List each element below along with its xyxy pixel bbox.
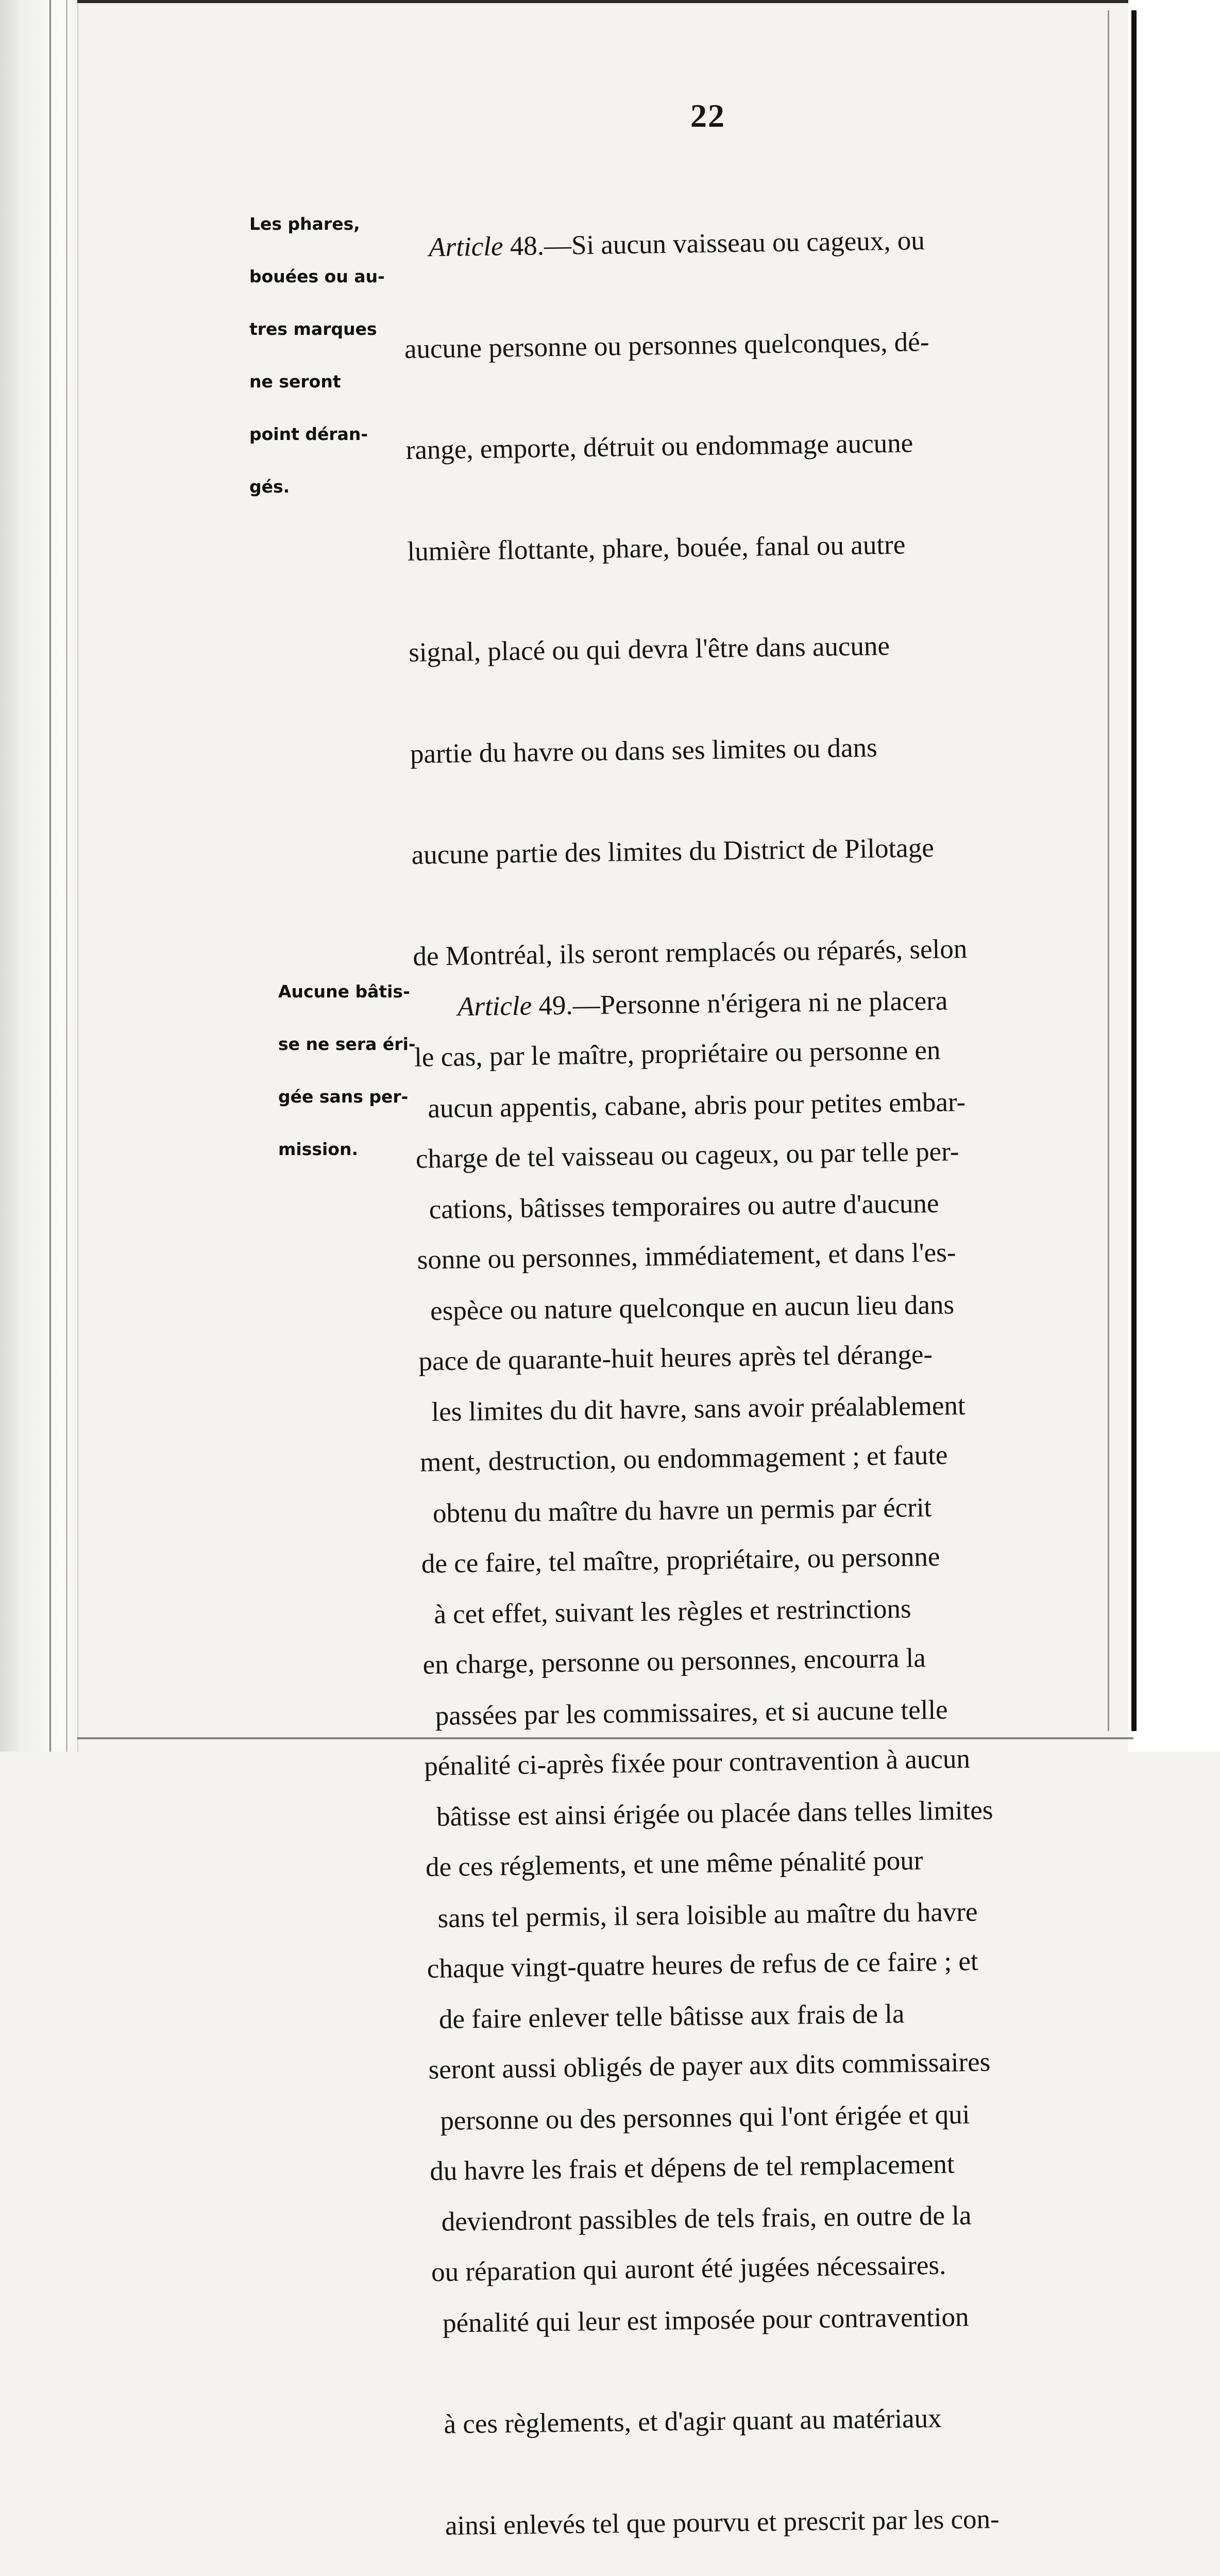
article-48-line: lumière flottante, phare, bouée, fanal ou autre — [407, 529, 906, 567]
article-48-line: sonne ou personnes, immédiatement, et dans l'es- — [417, 1238, 956, 1275]
article-49-line: à cet effet, suivant les règles et restrinctions — [434, 1594, 911, 1630]
margin-note-line: mission. — [278, 1139, 358, 1159]
article-48-line: range, emporte, détruit ou endommage aucune — [405, 428, 913, 465]
article-48-line: de ce faire, tel maître, propriétaire, ou personne — [421, 1541, 940, 1579]
article-48-line: en charge, personne ou personnes, encourra la — [422, 1643, 926, 1680]
article-49-line: ainsi enlevés tel que pourvu et prescrit par les con- — [445, 2504, 1000, 2541]
article-49-line: les limites du dit havre, sans avoir préalablement — [431, 1391, 966, 1427]
article-49 — [426, 917, 1003, 2576]
margin-note-line: bouées ou au- — [249, 266, 385, 286]
article-49-line: passées par les commissaires, et si aucune telle — [435, 1694, 948, 1731]
scan-right-line — [1108, 10, 1109, 1731]
article-48-line: charge de tel vaisseau ou cageux, ou par telle per- — [415, 1136, 959, 1174]
article-48-line: seront aussi obligés de payer aux dits commissaires — [428, 2047, 991, 2085]
article-49-line: obtenu du maître du havre un permis par écrit — [432, 1492, 932, 1529]
article-48-line: de Montréal, ils seront remplacés ou réparés, selon — [413, 934, 968, 972]
article-49-line: deviendront passibles de tels frais, en outre de la — [441, 2200, 972, 2237]
article-48-line: ou réparation qui auront été jugées nécessaires. — [431, 2250, 946, 2287]
margin-note-line: se ne sera éri- — [278, 1034, 416, 1054]
scan-edge-line — [66, 0, 67, 1752]
article-49-line: espèce ou nature quelconque en aucun lieu dans — [430, 1290, 955, 1326]
article-48-line: aucune personne ou personnes quelconques, dé- — [404, 327, 929, 364]
margin-note-line: Aucune bâtis- — [278, 981, 410, 1002]
article-48-line: de ces réglements, et une même pénalité pour — [425, 1845, 923, 1883]
article-48-line: pénalité ci-après fixée pour contravention à aucun — [424, 1743, 971, 1782]
article-49-line: personne ou des personnes qui l'ont érigée et qui — [440, 2099, 970, 2136]
article-49-line: aucun appentis, cabane, abris pour petites embar- — [428, 1087, 966, 1124]
margin-note-line: gée sans per- — [278, 1087, 409, 1107]
margin-note-line: Les phares, — [249, 214, 360, 234]
article-49-line: cations, bâtisses temporaires ou autre d'aucune — [429, 1188, 939, 1225]
page-number: 22 — [690, 97, 725, 134]
article-label: Article — [428, 231, 503, 263]
article-48-line: pace de quarante-huit heures après tel dérange- — [418, 1339, 933, 1377]
page-right-margin — [1128, 0, 1220, 1752]
scan-top-border — [77, 0, 1133, 3]
article-48-line: signal, placé ou qui devra l'être dans aucune — [408, 631, 890, 668]
article-48-line: du havre les frais et dépens de tel remplacement — [429, 2148, 955, 2187]
article-48-line-text: 48.—Si aucun vaisseau ou cageux, ou — [510, 225, 925, 262]
margin-note-line: tres marques — [249, 319, 377, 339]
scan-edge-line — [49, 0, 51, 1752]
margin-note-line: point déran- — [249, 424, 368, 444]
article-49-line: bâtisse est ainsi érigée ou placée dans telles limites — [436, 1795, 993, 1832]
margin-note-line: gés. — [249, 477, 290, 497]
article-49-line — [427, 984, 984, 1025]
article-49-line: à ces règlements, et d'agir quant au matériaux — [444, 2403, 942, 2439]
article-49-line-text: 49.—Personne n'érigera ni ne placera — [538, 986, 948, 1021]
article-48-line: aucune partie des limites du District de Pilotage — [411, 833, 935, 870]
article-48-line — [403, 224, 965, 265]
article-48-line: ment, destruction, ou endommagement ; et faute — [419, 1440, 948, 1478]
margin-note-line: ne seront — [249, 371, 341, 392]
article-49-line: pénalité qui leur est imposée pour contravention — [442, 2301, 969, 2338]
margin-note-buildings — [278, 948, 416, 1193]
margin-note-lighthouses — [249, 180, 385, 531]
article-48-line: partie du havre ou dans ses limites ou dans — [410, 732, 878, 769]
article-label: Article — [457, 991, 532, 1022]
scan-right-border — [1131, 10, 1137, 1731]
article-48-line: chaque vingt-quatre heures de refus de ce faire ; et — [427, 1946, 978, 1984]
article-48-line: le cas, par le maître, propriétaire ou personne en — [414, 1035, 941, 1073]
article-49-line: sans tel permis, il sera loisible au maître du havre — [437, 1896, 978, 1934]
article-49-line: de faire enlever telle bâtisse aux frais de la — [438, 1998, 905, 2035]
